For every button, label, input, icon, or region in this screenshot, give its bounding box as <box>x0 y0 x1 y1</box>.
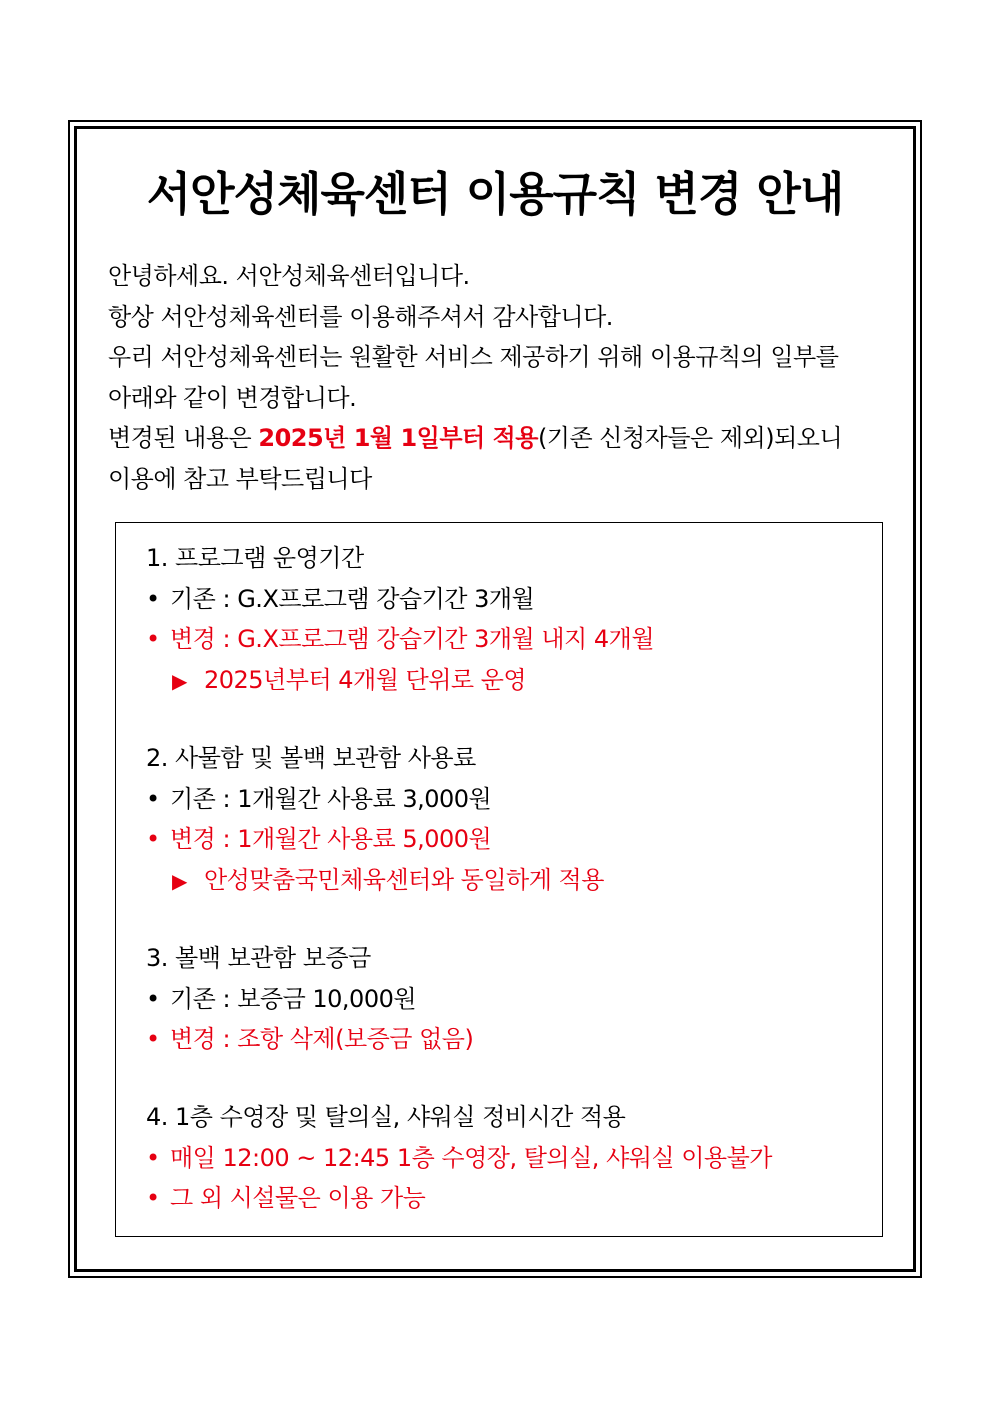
before-item <box>146 779 866 820</box>
bullet-icon: • <box>146 984 160 1013</box>
after-item <box>146 819 866 860</box>
available-text: 그 외 시설물은 이용 가능 <box>170 1184 426 1212</box>
after-item <box>146 1019 866 1060</box>
effective-date-suffix: (기존 신청자들은 제외)되오니 <box>537 424 843 452</box>
maintenance-text: 매일 12:00 ~ 12:45 1층 수영장, 탈의실, 샤워실 이용불가 <box>170 1143 772 1172</box>
bullet-icon: • <box>146 1143 160 1172</box>
bullet-icon: • <box>146 584 160 613</box>
bullet-icon: • <box>146 1025 160 1053</box>
before-item <box>146 579 866 620</box>
page-title: 서안성체육센터 이용규칙 변경 안내 <box>146 167 844 221</box>
effective-date-highlight: 2025년 1월 1일부터 적용 <box>258 424 538 452</box>
section-program-period <box>146 538 866 701</box>
arrow-right-icon: ▶ <box>172 868 187 893</box>
section-ballbag-deposit <box>146 938 866 1060</box>
after-text: 변경 : 조항 삭제(보증금 없음) <box>170 1025 474 1053</box>
intro-line-purpose: 우리 서안성체육센터는 원활한 서비스 제공하기 위해 이용규칙의 일부를 <box>108 343 839 371</box>
section-heading: 1. 프로그램 운영기간 <box>146 544 364 572</box>
intro-paragraph <box>108 256 898 499</box>
effective-date-prefix: 변경된 내용은 <box>108 424 259 452</box>
maintenance-item <box>146 1138 866 1179</box>
section-maintenance-time <box>146 1097 866 1219</box>
after-item <box>146 619 866 660</box>
note-text: 안성맞춤국민체육센터와 동일하게 적용 <box>204 865 604 894</box>
before-text: 기존 : G.X프로그램 강습기간 3개월 <box>170 584 535 613</box>
intro-line-greeting: 안녕하세요. 서안성체육센터입니다. <box>108 262 470 290</box>
section-heading: 4. 1층 수영장 및 탈의실, 샤워실 정비시간 적용 <box>146 1103 626 1131</box>
note-item <box>146 660 866 702</box>
available-item <box>146 1178 866 1219</box>
bullet-icon: • <box>146 825 160 853</box>
intro-line-effective-date <box>108 418 898 459</box>
bullet-icon: • <box>146 784 160 813</box>
intro-line-closing: 이용에 참고 부탁드립니다 <box>108 464 372 493</box>
bullet-icon: • <box>146 1184 160 1212</box>
after-text: 변경 : G.X프로그램 강습기간 3개월 내지 4개월 <box>170 625 655 653</box>
before-text: 기존 : 보증금 10,000원 <box>170 984 417 1013</box>
before-item <box>146 979 866 1020</box>
note-item <box>146 860 866 902</box>
section-heading: 3. 볼백 보관함 보증금 <box>146 944 371 972</box>
bullet-icon: • <box>146 625 160 653</box>
section-locker-fee <box>146 738 866 901</box>
arrow-right-icon: ▶ <box>172 668 187 693</box>
section-heading: 2. 사물함 및 볼백 보관함 사용료 <box>146 744 476 772</box>
before-text: 기존 : 1개월간 사용료 3,000원 <box>170 784 492 813</box>
intro-line-change: 아래와 같이 변경합니다. <box>108 383 357 412</box>
note-text: 2025년부터 4개월 단위로 운영 <box>204 665 527 694</box>
after-text: 변경 : 1개월간 사용료 5,000원 <box>170 825 492 853</box>
intro-line-thanks: 항상 서안성체육센터를 이용해주셔서 감사합니다. <box>108 302 613 331</box>
